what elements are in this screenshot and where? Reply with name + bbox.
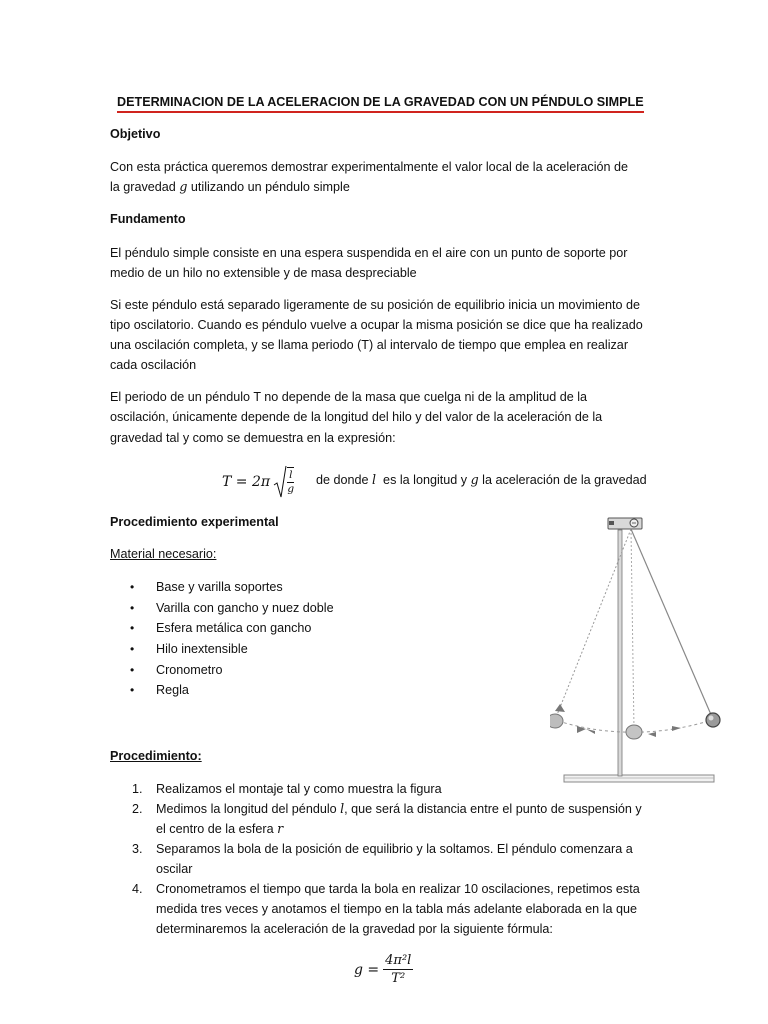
material-item-label: Regla (156, 683, 189, 698)
gravity-formula-numerator: 4π²l (385, 953, 412, 968)
list-item (110, 598, 430, 619)
step-2-text-pre: Medimos la longitud del péndulo (156, 802, 341, 816)
desc-part-3: la aceleración de la gravedad (478, 473, 647, 487)
step-3-line-1: Separamos la bola de la posición de equilibrio y la soltamos. El péndulo comenzara a (156, 842, 633, 856)
fundamento-p3-line-3: gravedad tal y como se demuestra en la expresión: (110, 431, 396, 445)
fundamento-p2-line-2: tipo oscilatorio. Cuando es péndulo vuelve a ocupar la misma posición se dice que ha realizado (110, 318, 643, 332)
fundamento-heading: Fundamento (110, 212, 186, 226)
procedimiento-experimental-heading: Procedimiento experimental (110, 515, 279, 529)
bullet-icon: • (130, 683, 135, 698)
period-formula (222, 462, 294, 502)
step-number: 1. (132, 782, 143, 796)
list-item (110, 779, 670, 799)
stand-rod (618, 530, 622, 776)
period-formula-lhs: T = 2π (222, 474, 271, 490)
fundamento-p3-line-1: El periodo de un péndulo T no depende de la masa que cuelga ni de la amplitud de la (110, 390, 588, 404)
objetivo-var-g: g (179, 179, 188, 194)
material-item-label: Varilla con gancho y nuez doble (156, 600, 334, 615)
objetivo-heading: Objetivo (110, 127, 161, 141)
material-heading: Material necesario: (110, 547, 217, 561)
material-list (110, 577, 430, 701)
step-4-line-1: Cronometramos el tiempo que tarda la bola en realizar 10 oscilaciones, repetimos esta (156, 882, 640, 896)
gravity-formula (354, 952, 413, 987)
material-item-label: Hilo inextensible (156, 642, 248, 657)
step-1-text: Realizamos el montaje tal y como muestra la figura (156, 782, 442, 796)
step-4-line-2: medida tres veces y anotamos el tiempo en la tabla más adelante elaborada en la que (156, 902, 637, 916)
bob-right (706, 713, 720, 727)
bob-left (550, 714, 563, 728)
arrow-icon (648, 732, 656, 737)
bullet-icon: • (130, 600, 135, 615)
arrow-icon (672, 726, 681, 731)
period-formula-numerator: l (289, 468, 293, 481)
fundamento-p1-line-1: El péndulo simple consiste en una espera suspendida en el aire con un punto de soporte por (110, 246, 628, 260)
bullet-icon: • (130, 642, 135, 657)
step-2-line-2: el centro de la esfera (156, 822, 278, 836)
objetivo-line-2-post: utilizando un péndulo simple (187, 180, 350, 194)
list-item (110, 680, 430, 701)
list-item (110, 879, 670, 939)
desc-part-1: de donde (316, 473, 373, 487)
step-2-var-r: r (277, 821, 284, 836)
sqrt-sign-icon (273, 465, 287, 499)
material-item-label: Esfera metálica con gancho (156, 621, 312, 636)
list-item (110, 639, 430, 660)
bullet-icon: • (130, 662, 135, 677)
step-3-line-2: oscilar (156, 862, 193, 876)
list-item (110, 618, 430, 639)
string-equilibrium-position (631, 529, 634, 730)
procedimiento-heading: Procedimiento: (110, 749, 202, 763)
step-4-line-3: determinaremos la aceleración de la gravedad por la siguiente fórmula: (156, 922, 553, 936)
step-2-var-l: l (340, 801, 345, 816)
step-2-text-post: , que será la distancia entre el punto de suspensión y (344, 802, 642, 816)
list-item (110, 799, 670, 839)
pendulum-figure (550, 512, 730, 787)
arrow-icon (555, 704, 565, 712)
desc-var-l: l (372, 472, 377, 487)
step-number: 4. (132, 882, 143, 896)
fundamento-p2-line-3: una oscilación completa, y se llama periodo (T) al intervalo de tiempo que emplea en realizar (110, 338, 629, 352)
list-item (110, 839, 670, 879)
step-number: 3. (132, 842, 143, 856)
gravity-formula-fraction (383, 952, 413, 987)
gravity-formula-lhs: g = (354, 961, 380, 978)
desc-var-g: g (470, 472, 479, 487)
fundamento-p1-line-2: medio de un hilo no extensible y de masa despreciable (110, 266, 417, 280)
material-item-label: Cronometro (156, 662, 223, 677)
bullet-icon: • (130, 621, 135, 636)
string-right-position (631, 529, 712, 717)
bullet-icon: • (130, 580, 135, 594)
objetivo-line-1: Con esta práctica queremos demostrar experimentalmente el valor local de la aceleración de (110, 160, 629, 174)
fundamento-p3-line-2: oscilación, únicamente depende de la longitud del hilo y del valor de la aceleración de la (110, 410, 603, 424)
list-item (110, 577, 430, 598)
desc-part-2: es la longitud y (376, 473, 471, 487)
material-item-label: Base y varilla soportes (156, 580, 283, 594)
objetivo-line-2-pre: la gravedad (110, 180, 180, 194)
step-number: 2. (132, 802, 143, 816)
document-title: DETERMINACION DE LA ACELERACION DE LA GRAVEDAD CON UN PÉNDULO SIMPLE (117, 93, 644, 113)
arrow-icon (586, 729, 595, 734)
objetivo-line-2 (110, 177, 350, 198)
procedure-steps (110, 779, 670, 939)
gravity-formula-denominator: T² (391, 971, 406, 986)
fundamento-p2-line-4: cada oscilación (110, 358, 197, 372)
period-formula-description (316, 470, 647, 491)
period-formula-denominator: g (287, 482, 295, 495)
list-item (110, 660, 430, 681)
bob-center (626, 725, 642, 739)
period-formula-fraction (287, 467, 294, 496)
fundamento-p2-line-1: Si este péndulo está separado ligeramente de su posición de equilibrio inicia un movimiento de (110, 298, 640, 312)
